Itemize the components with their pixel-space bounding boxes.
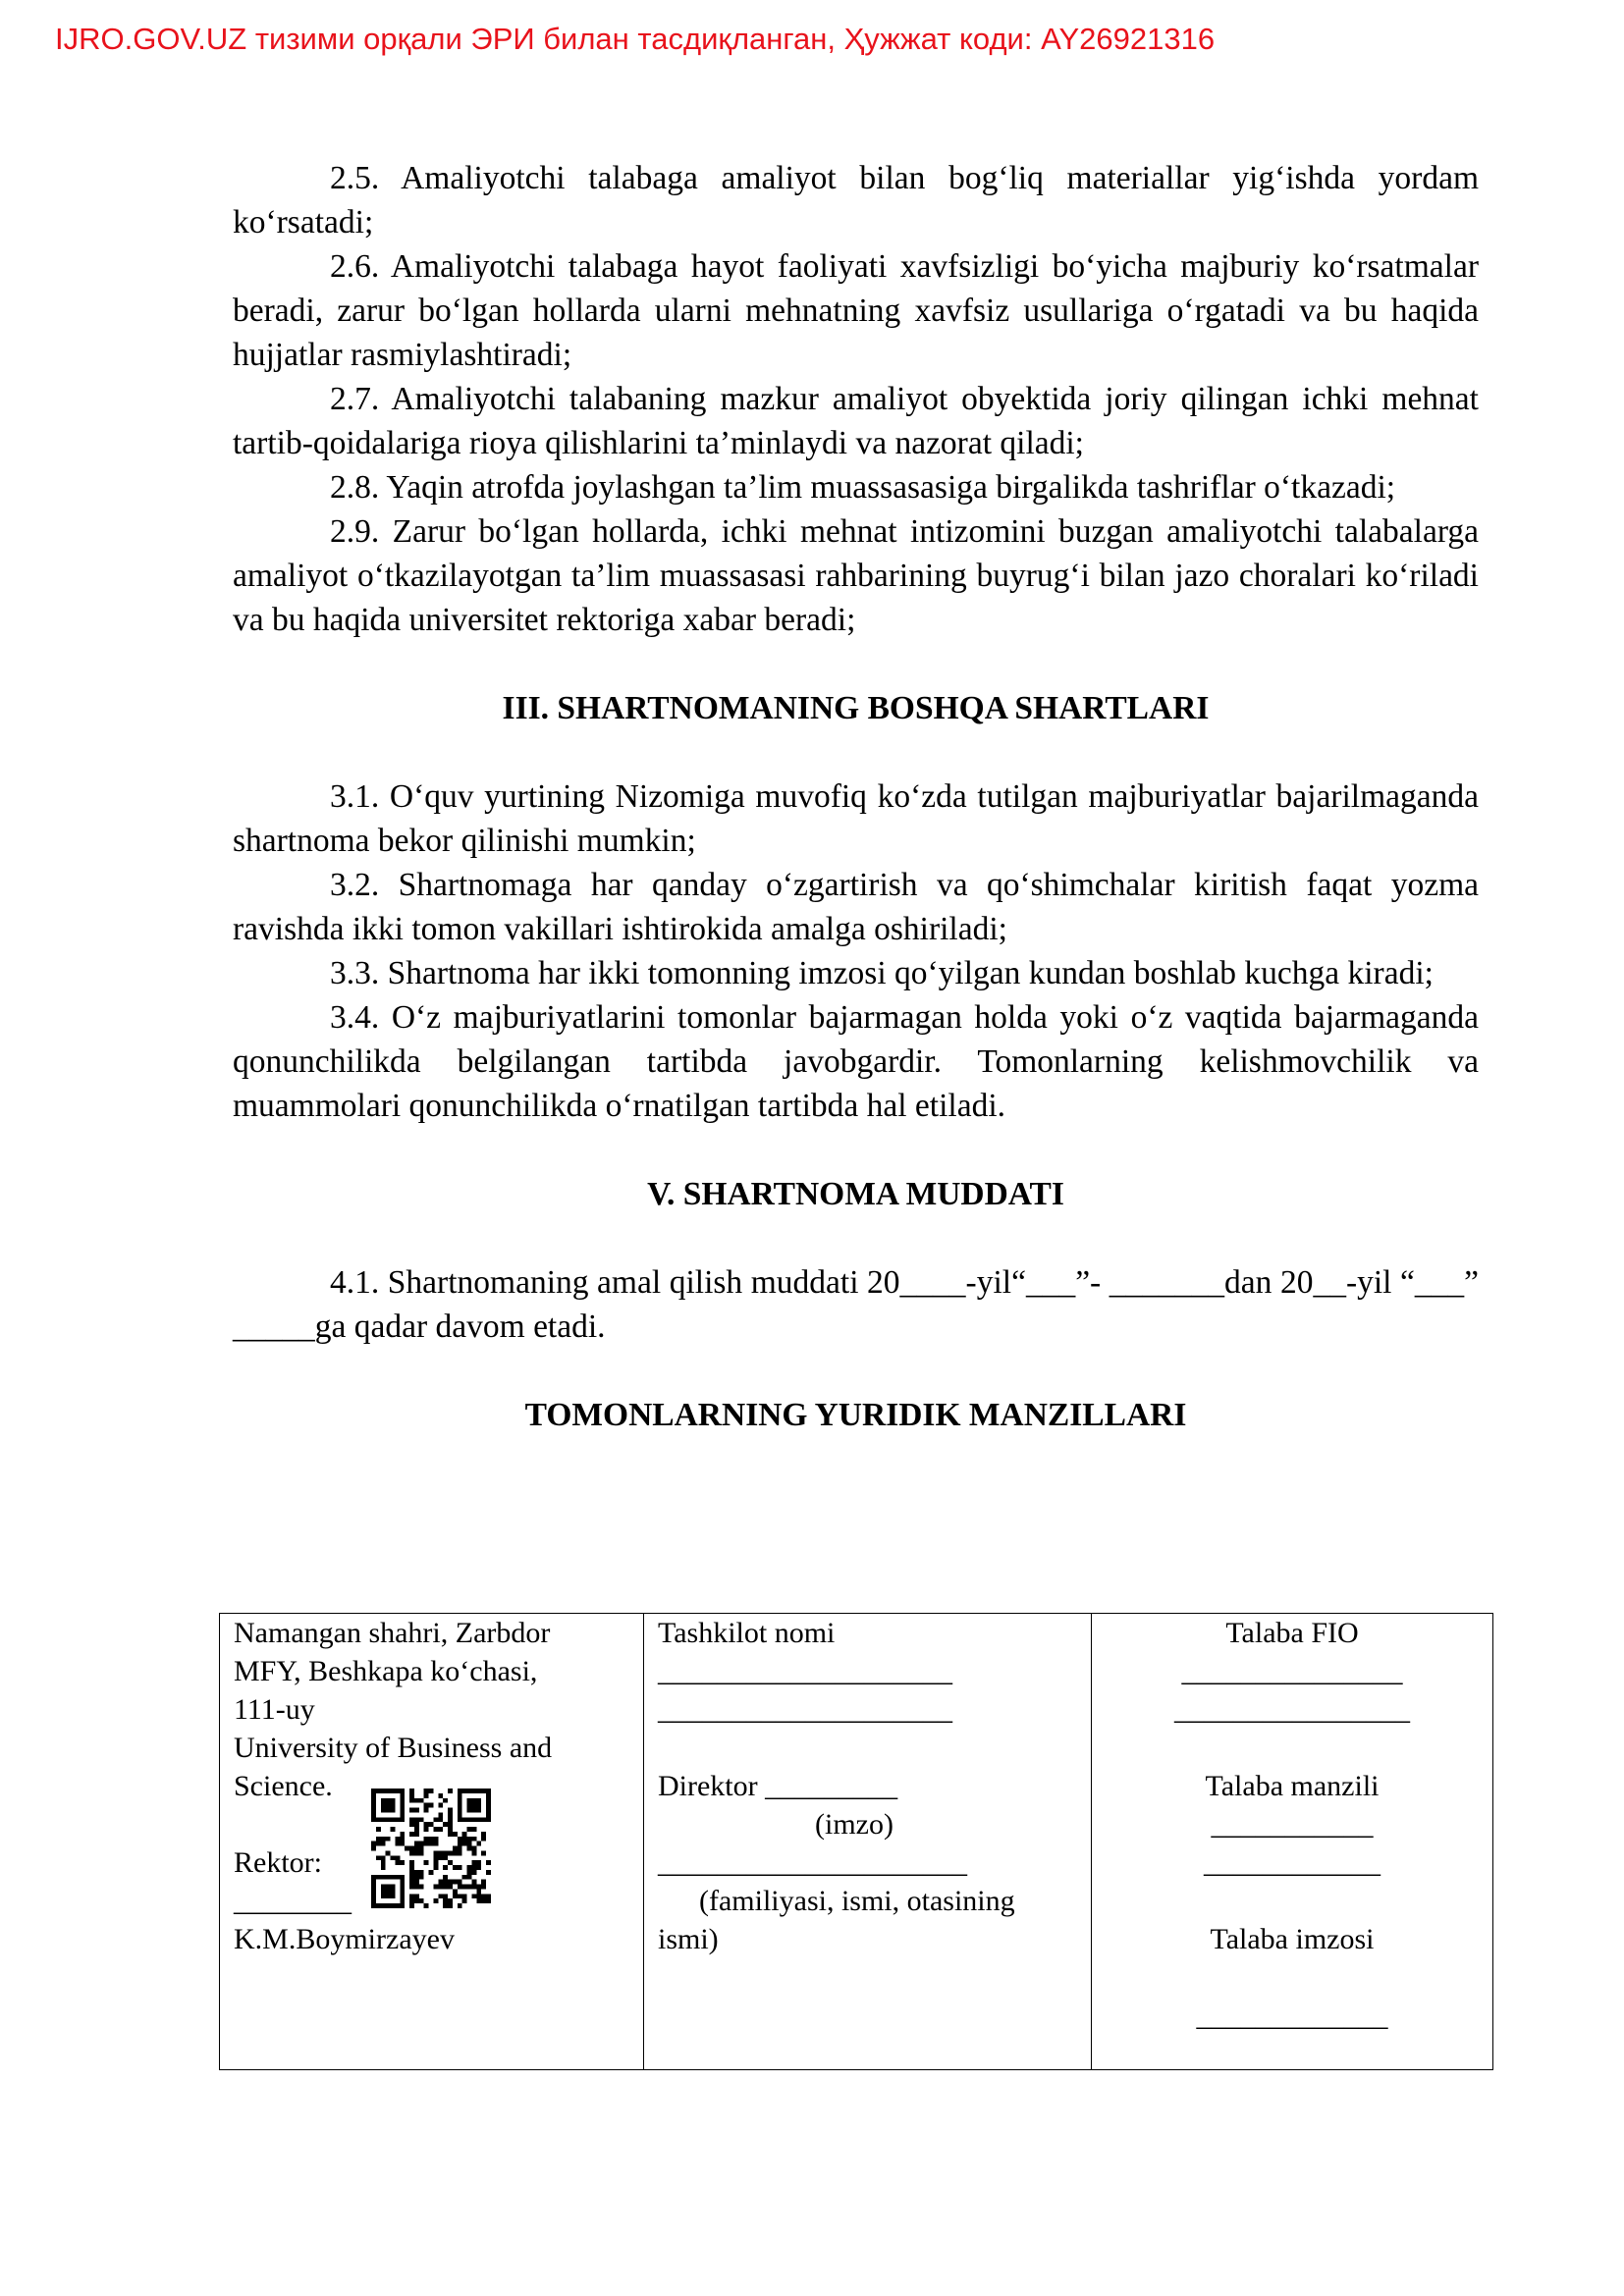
student-address-label: Talaba manzili xyxy=(1205,1770,1380,1802)
clause-4-1: 4.1. Shartnomaning amal qilish muddati 20____-yil“___”- _______dan 20__-yil “___” _____ga qadar davom etadi. xyxy=(233,1264,1479,1345)
fio-caption: (familiyasi, ismi, otasining xyxy=(699,1885,1015,1917)
clause-2-9: 2.9. Zarur bo‘lgan hollarda, ichki mehnat intizomini buzgan amaliyotchi talabalarga amaliyot o‘tkazilayotgan ta’lim muassasasi rahbarining buyrug‘i bilan jazo choralari ko‘riladi va bu haqida universitet rektoriga xabar beradi; xyxy=(233,513,1479,638)
spacer xyxy=(1106,1729,1479,1767)
student-fio-blank: ________________ xyxy=(1174,1693,1410,1726)
student-signature-blank: _____________ xyxy=(1196,2000,1388,2032)
student-fio-label: Talaba FIO xyxy=(1225,1617,1359,1649)
spacer xyxy=(1106,1958,1479,1997)
ijro-verification-banner: IJRO.GOV.UZ тизими орқали ЭРИ билан тасдиқланган, Ҳужжат коди: AY26921316 xyxy=(55,22,1216,56)
imzo-caption: (imzo) xyxy=(815,1808,893,1841)
rektor-label: Rektor: xyxy=(234,1846,322,1879)
clause-3-2: 3.2. Shartnomaga har qanday o‘zgartirish va qo‘shimchalar kiritish faqat yozma ravishda ikki tomon vakillari ishtirokida amalga oshiriladi; xyxy=(233,867,1479,947)
section-4-heading: V. SHARTNOMA MUDDATI xyxy=(647,1176,1064,1212)
director-name-blank: _____________________ xyxy=(658,1846,967,1879)
section-3-heading: III. SHARTNOMANING BOSHQA SHARTLARI xyxy=(502,690,1210,726)
organization-cell xyxy=(644,1614,1092,2070)
clause-2-8: 2.8. Yaqin atrofda joylashgan ta’lim muassasasiga birgalikda tashriflar o‘tkazadi; xyxy=(330,469,1396,506)
organization-name-blank: ____________________ xyxy=(658,1655,952,1687)
organization-name-blank: ____________________ xyxy=(658,1693,952,1726)
clause-2-6: 2.6. Amaliyotchi talabaga hayot faoliyati xavfsizligi bo‘yicha majburiy ko‘rsatmalar beradi, zarur bo‘lgan hollarda ularni mehnatning xavfsiz usullariga o‘rgatadi va bu haqida hujjatlar rasmiylashtiradi; xyxy=(233,248,1479,373)
clause-3-3: 3.3. Shartnoma har ikki tomonning imzosi qo‘yilgan kundan boshlab kuchga kiradi; xyxy=(330,955,1434,991)
university-address-line: 111-uy xyxy=(234,1693,315,1726)
university-name-line: Science. xyxy=(234,1770,333,1802)
fio-caption: ismi) xyxy=(658,1923,719,1955)
student-signature-label: Talaba imzosi xyxy=(1210,1923,1375,1955)
clause-3-1: 3.1. O‘quv yurtining Nizomiga muvofiq ko‘zda tutilgan majburiyatlar bajarilmaganda shartnoma bekor qilinishi mumkin; xyxy=(233,778,1479,859)
clause-3-4: 3.4. O‘z majburiyatlarini tomonlar bajarmagan holda yoki o‘z vaqtida bajarmaganda qonunchilikda belgilangan tartibda javobgardir. Tomonlarning kelishmovchilik va muammolari qonunchilikda o‘rnatilgan tartibda hal etiladi. xyxy=(233,999,1479,1124)
university-address-line: MFY, Beshkapa ko‘chasi, xyxy=(234,1655,538,1687)
clause-2-7: 2.7. Amaliyotchi talabaning mazkur amaliyot obyektida joriy qilingan ichki mehnat tartib-qoidalariga rioya qilishlarini ta’minlaydi va nazorat qiladi; xyxy=(233,381,1479,461)
spacer xyxy=(1106,1882,1479,1920)
student-cell xyxy=(1092,1614,1493,2070)
organization-name-label: Tashkilot nomi xyxy=(658,1617,836,1649)
student-fio-blank: _______________ xyxy=(1181,1655,1403,1687)
university-name-line: University of Business and xyxy=(234,1732,553,1764)
rektor-signature-line: ________ xyxy=(234,1885,352,1917)
spacer xyxy=(658,1729,1077,1767)
qr-code-icon xyxy=(371,1789,491,1908)
contract-body xyxy=(233,156,1479,1437)
student-address-blank: ____________ xyxy=(1204,1846,1380,1879)
university-address-line: Namangan shahri, Zarbdor xyxy=(234,1617,551,1649)
director-signature-line: Direktor _________ xyxy=(658,1770,898,1802)
rektor-name: K.M.Boymirzayev xyxy=(234,1923,455,1955)
clause-2-5: 2.5. Amaliyotchi talabaga amaliyot bilan bog‘liq materiallar yig‘ishda yordam ko‘rsatadi; xyxy=(233,160,1479,240)
addresses-heading: TOMONLARNING YURIDIK MANZILLARI xyxy=(524,1397,1187,1433)
student-address-blank: ___________ xyxy=(1211,1808,1374,1841)
